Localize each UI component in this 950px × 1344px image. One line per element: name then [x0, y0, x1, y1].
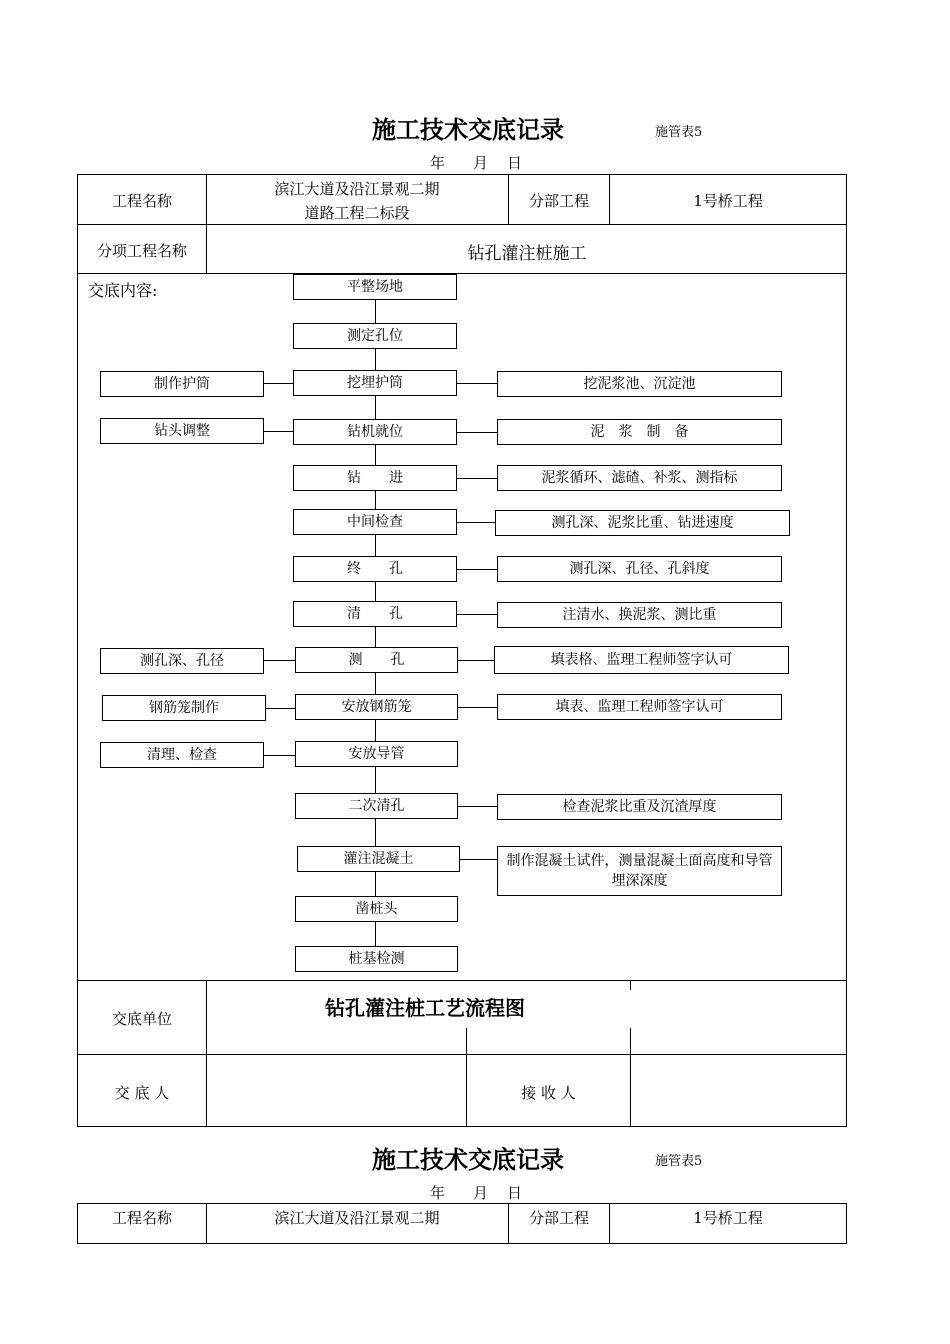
record2-date-month: 月: [473, 1184, 489, 1202]
flow-right-box: 制作混凝土试件，测量混凝土面高度和导管埋深深度: [497, 846, 782, 896]
receiver-label: 接 收 人: [521, 1084, 576, 1102]
record1-col-divider: [630, 1054, 631, 1127]
flow-main-box: 挖埋护筒: [293, 370, 457, 396]
flow-main-box: 测定孔位: [293, 323, 457, 349]
flow-connector: [457, 432, 497, 433]
flow-main-box: 安放导管: [295, 741, 458, 767]
record1-date-day: 日: [507, 154, 523, 172]
flow-main-box: 灌注混凝土: [297, 846, 460, 872]
flow-connector: [457, 614, 497, 615]
record2-date-year: 年: [430, 1184, 446, 1202]
tick: [630, 980, 631, 990]
flow-main-box: 钻 进: [293, 465, 457, 491]
record1-row-divider: [77, 980, 847, 981]
flow-left-box: 制作护筒: [100, 371, 264, 397]
flow-main-box: 终 孔: [293, 556, 457, 582]
flow-right-box: 测孔深、泥浆比重、钻进速度: [495, 510, 790, 536]
record1-date-month: 月: [473, 154, 489, 172]
flow-connector: [458, 806, 497, 807]
flow-main-box: 凿桩头: [295, 896, 458, 922]
flow-main-box: 中间检查: [293, 509, 457, 535]
record2-division-value: 1号桥工程: [693, 1209, 763, 1227]
discloser-label: 交 底 人: [114, 1084, 170, 1102]
flow-main-box: 桩基检测: [295, 946, 458, 972]
flow-left-box: 测孔深、孔径: [100, 648, 264, 674]
chart-caption: 钻孔灌注桩工艺流程图: [325, 996, 525, 1020]
flow-right-box: 泥 浆 制 备: [497, 419, 782, 445]
flow-right-box: 填表、监理工程师签字认可: [497, 694, 782, 720]
unit-label: 交底单位: [111, 1010, 172, 1028]
flow-left-box: 钢筋笼制作: [102, 695, 266, 721]
flow-left-box: 钻头调整: [100, 418, 264, 444]
flow-main-box: 钻机就位: [293, 419, 457, 445]
division-value: 1号桥工程: [693, 192, 763, 210]
record1-row-divider: [77, 273, 847, 274]
record2-division-label: 分部工程: [528, 1209, 589, 1227]
flow-connector: [458, 660, 494, 661]
record1-form-no: 施管表5: [655, 125, 703, 140]
flow-main-box: 安放钢筋笼: [295, 694, 458, 720]
flow-connector: [264, 431, 293, 432]
record2-date-day: 日: [507, 1184, 523, 1202]
flow-connector: [457, 478, 497, 479]
flow-connector: [457, 522, 495, 523]
subitem-label: 分项工程名称: [96, 242, 187, 260]
division-label: 分部工程: [528, 192, 589, 210]
flow-main-box: 平整场地: [293, 274, 457, 300]
record2-form-no: 施管表5: [655, 1154, 703, 1169]
flow-connector: [264, 660, 295, 661]
flow-right-box: 测孔深、孔径、孔斜度: [497, 556, 782, 582]
record1-title: 施工技术交底记录: [372, 115, 564, 144]
flow-connector: [460, 859, 497, 860]
subitem-value: 钻孔灌注桩施工: [467, 244, 587, 264]
record2-project-name-label: 工程名称: [111, 1209, 172, 1227]
record2-title: 施工技术交底记录: [372, 1145, 564, 1174]
flow-connector: [266, 708, 295, 709]
project-name-label: 工程名称: [111, 192, 172, 210]
record2-project-name-line1: 滨江大道及沿江景观二期: [274, 1209, 440, 1227]
flow-main-box: 测 孔: [295, 647, 458, 673]
flow-right-box: 注清水、换泥浆、测比重: [497, 602, 782, 628]
flow-right-box: 挖泥浆池、沉淀池: [497, 371, 782, 397]
flow-right-box: 填表格、监理工程师签字认可: [494, 646, 789, 674]
flow-right-box: 检查泥浆比重及沉渣厚度: [497, 794, 782, 820]
content-label: 交底内容:: [88, 281, 158, 300]
record1-row-divider: [77, 224, 847, 225]
project-name-line1: 滨江大道及沿江景观二期: [274, 180, 440, 198]
flow-connector: [457, 383, 497, 384]
tick: [466, 1028, 467, 1054]
flow-left-box: 清理、检查: [100, 742, 264, 768]
record1-col-divider: [206, 980, 207, 1127]
flow-connector: [264, 755, 295, 756]
flow-main-box: 清 孔: [293, 601, 457, 627]
project-name-line2: 道路工程二标段: [304, 204, 410, 222]
flow-connector: [264, 383, 293, 384]
flow-right-box: 泥浆循环、滤碴、补浆、测指标: [497, 465, 782, 491]
flow-main-box: 二次清孔: [295, 793, 458, 819]
tick: [206, 980, 207, 990]
record1-date-year: 年: [430, 154, 446, 172]
flow-connector: [458, 707, 497, 708]
record1-row-divider: [77, 1054, 847, 1055]
tick: [630, 1028, 631, 1054]
flow-connector: [457, 569, 497, 570]
